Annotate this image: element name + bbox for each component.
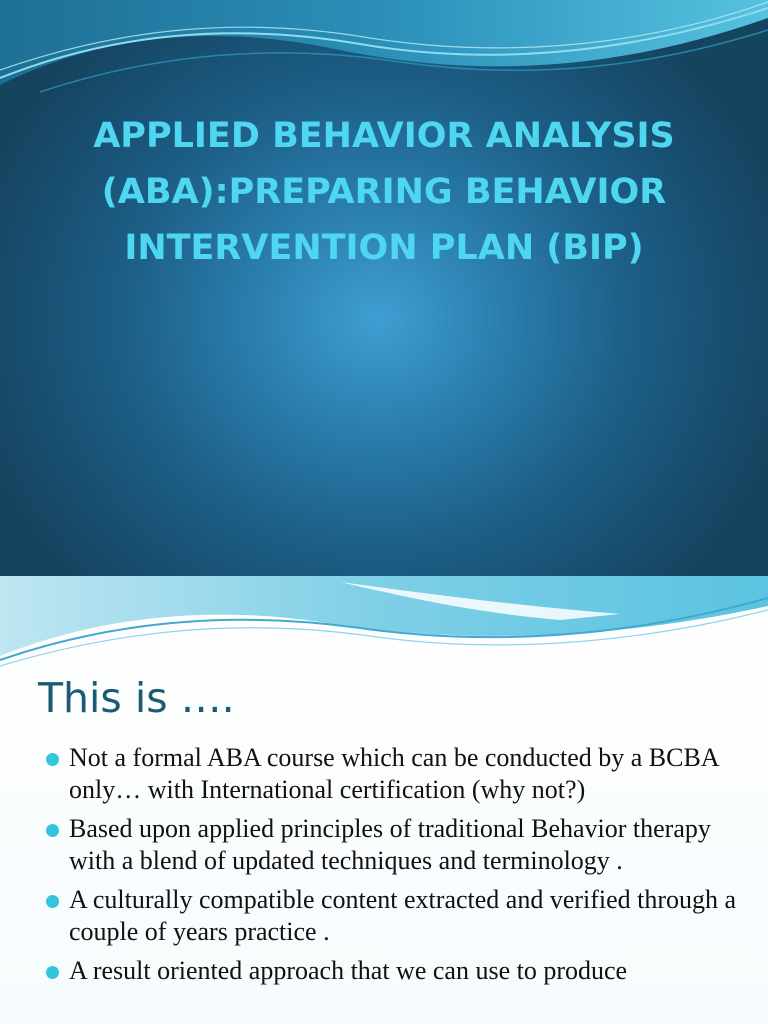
bullet-text: A culturally compatible content extracted and verified through a couple of years practice . — [69, 885, 737, 946]
bullet-dot-icon — [46, 895, 59, 908]
slide-heading: This is …. — [38, 674, 235, 722]
list-item — [46, 813, 746, 877]
bullet-text: Not a formal ABA course which can be conducted by a BCBA only… with International certification (why not?) — [69, 743, 719, 804]
title-wave-decoration — [0, 0, 768, 110]
bullet-text: Based upon applied principles of traditional Behavior therapy with a blend of updated techniques and terminology . — [69, 814, 711, 875]
bullet-dot-icon — [46, 966, 59, 979]
content-wave-decoration — [0, 576, 768, 668]
slide-title: APPLIED BEHAVIOR ANALYSIS (ABA):PREPARING BEHAVIOR INTERVENTION PLAN (BIP) — [93, 116, 675, 268]
content-slide — [0, 576, 768, 1024]
bullet-dot-icon — [46, 824, 59, 837]
bullet-text: A result oriented approach that we can use to produce — [69, 956, 628, 985]
bullet-list — [46, 742, 746, 994]
list-item — [46, 955, 746, 987]
list-item — [46, 742, 746, 806]
bullet-dot-icon — [46, 753, 59, 766]
list-item — [46, 884, 746, 948]
